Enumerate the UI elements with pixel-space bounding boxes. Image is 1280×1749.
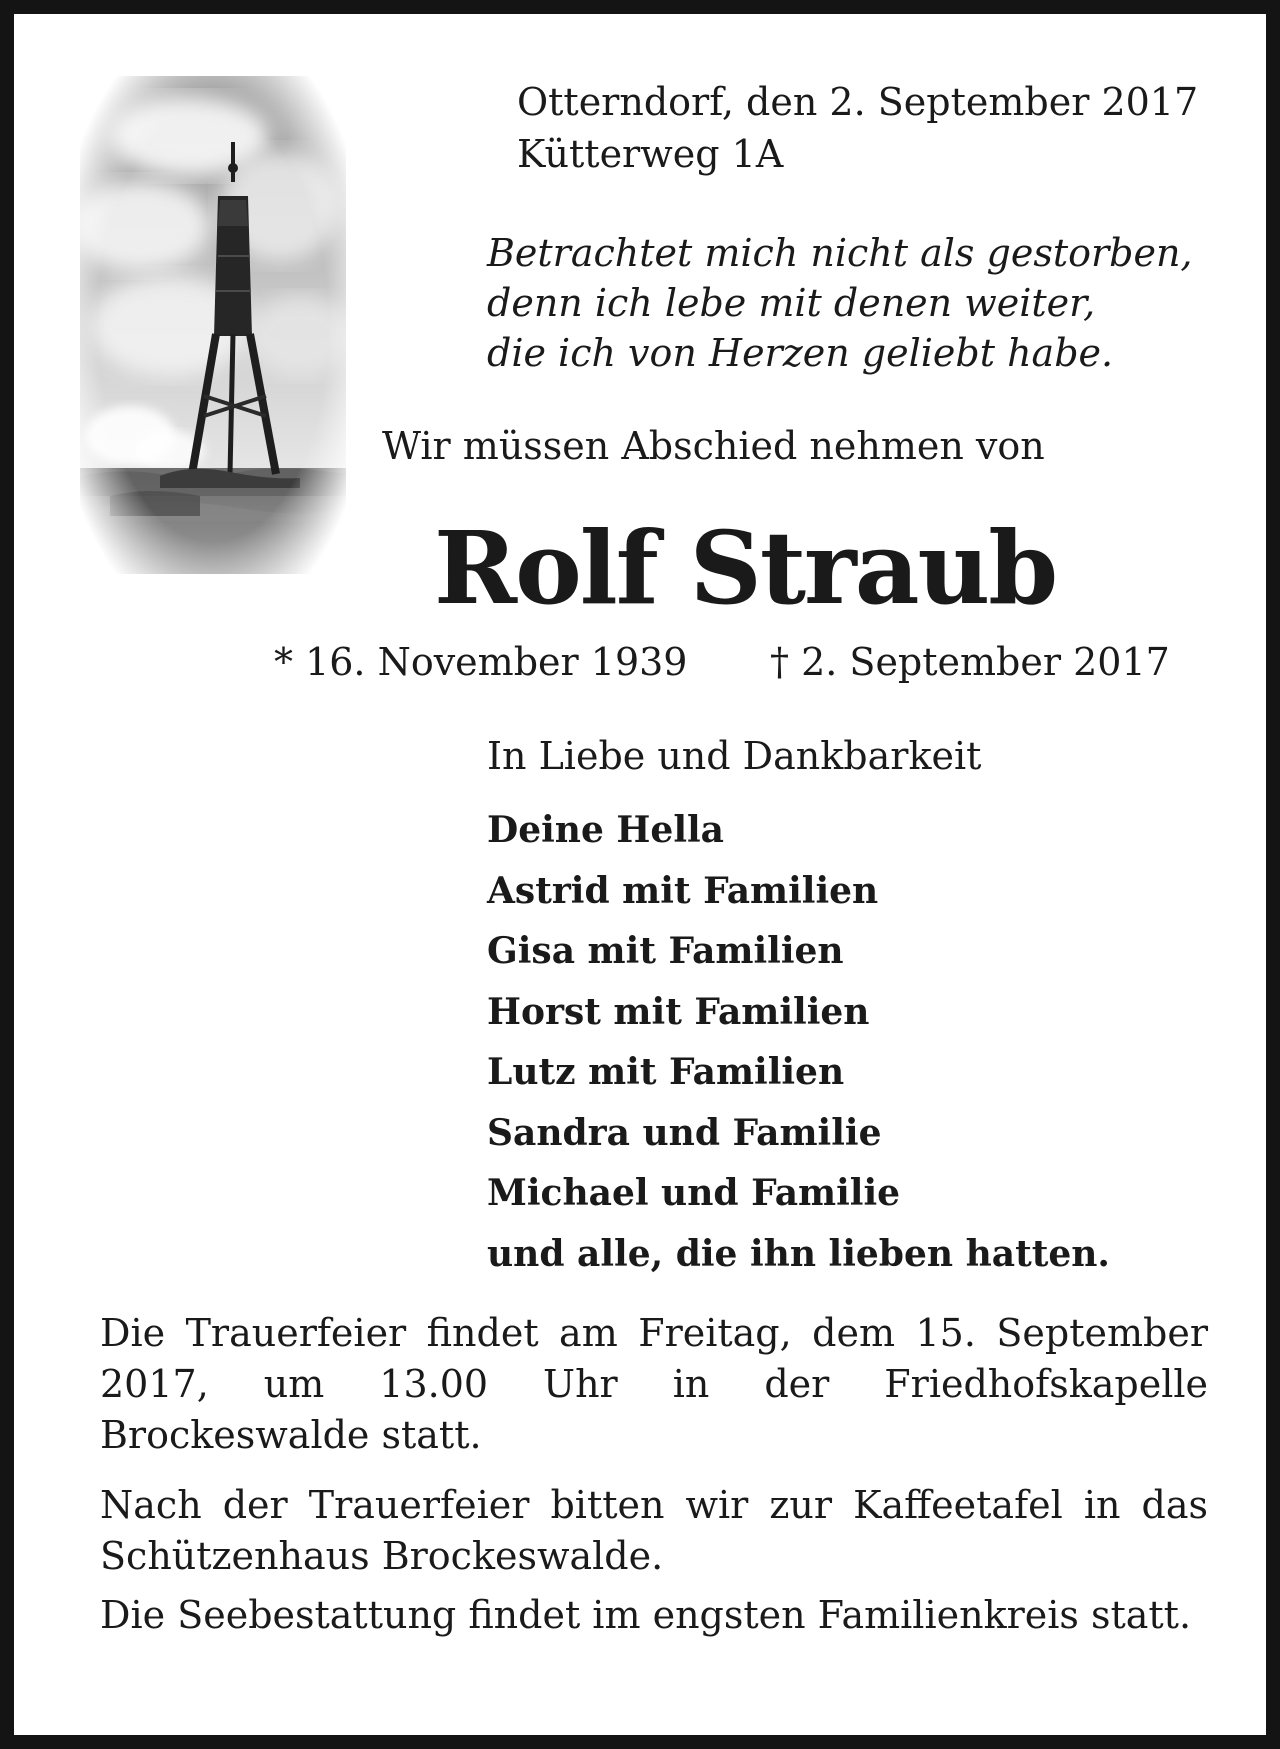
quote-line: denn ich lebe mit denen weiter, bbox=[487, 281, 1096, 325]
beacon-photo bbox=[80, 76, 346, 574]
reception-info: Nach der Trauerfeier bitten wir zur Kaffeetafel in das Schützenhaus Brockeswalde. bbox=[100, 1483, 1208, 1578]
love-line: In Liebe und Dankbarkeit bbox=[487, 734, 982, 778]
quote-line: die ich von Herzen geliebt habe. bbox=[487, 331, 1114, 375]
mourner: Gisa mit Familien bbox=[487, 930, 844, 972]
birth-date: * 16. November 1939 bbox=[274, 640, 688, 684]
mourner: Sandra und Familie bbox=[487, 1111, 882, 1154]
mourner: Lutz mit Familien bbox=[487, 1051, 845, 1093]
address: Kütterweg 1A bbox=[517, 132, 784, 176]
mourners-list bbox=[487, 800, 1110, 1284]
funeral-info: Die Trauerfeier findet am Freitag, dem 15. September 2017, um 13.00 Uhr in der Friedhofskapelle Brockeswalde statt. bbox=[100, 1311, 1208, 1457]
mourner: Horst mit Familien bbox=[487, 990, 870, 1033]
memorial-quote bbox=[487, 228, 1193, 378]
place-and-address bbox=[517, 76, 1198, 180]
quote-line: Betrachtet mich nicht als gestorben, bbox=[487, 231, 1193, 275]
death-date: † 2. September 2017 bbox=[770, 640, 1170, 684]
deceased-name: Rolf Straub bbox=[434, 509, 1057, 627]
burial-info: Die Seebestattung findet im engsten Familienkreis statt. bbox=[100, 1593, 1192, 1637]
mourner: Michael und Familie bbox=[487, 1172, 901, 1214]
mourner: Deine Hella bbox=[487, 809, 725, 851]
mourner: und alle, die ihn lieben hatten. bbox=[487, 1232, 1110, 1275]
farewell-line: Wir müssen Abschied nehmen von bbox=[382, 424, 1045, 468]
mourner: Astrid mit Familien bbox=[487, 869, 879, 912]
place-date: Otterndorf, den 2. September 2017 bbox=[517, 80, 1199, 124]
